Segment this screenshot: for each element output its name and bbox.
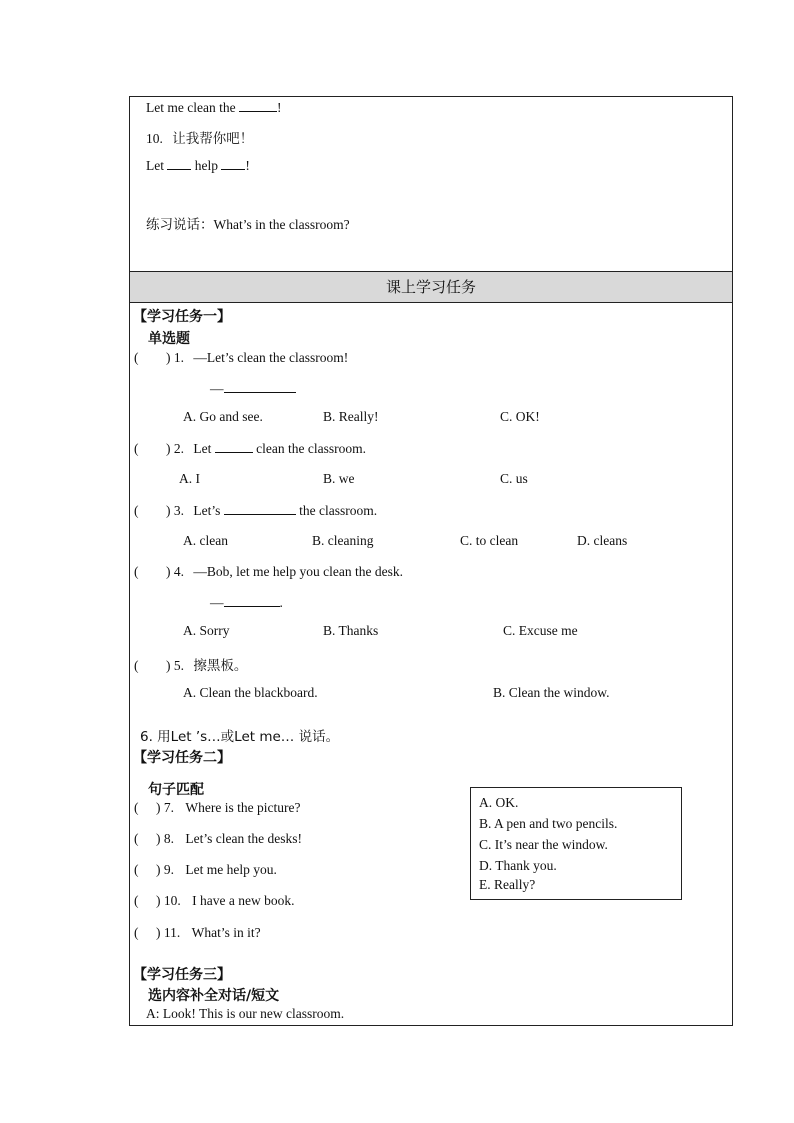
question-text: 擦黑板。 [193,658,248,674]
match-option-a: A. OK. [479,795,519,810]
question-3 [134,502,377,519]
option-a: A. clean [183,533,228,548]
sentence-end: ! [276,100,282,115]
answer-blank [221,157,245,170]
answer-paren: ( [134,503,139,518]
answer-paren: ( [134,441,139,456]
question-chinese: 让我帮你吧！ [172,131,254,147]
section-banner: 课上学习任务 [130,271,732,303]
answer-line [210,594,283,611]
option-b: B. cleaning [312,533,374,548]
match-option-c: C. It’s near the window. [479,837,608,852]
match-item-7 [134,800,300,816]
question-5 [134,654,247,674]
question-text: What’s in it? [191,925,261,940]
practice-speaking [146,213,350,233]
question-text: Let’s [193,503,224,518]
answer-paren: ( [134,564,139,579]
question-1 [134,350,348,366]
task1-title: 【学习任务一】 [133,309,231,325]
answer-line [210,380,296,397]
answer-blank [167,157,191,170]
option-c: C. OK! [500,409,540,424]
question-number: ) 9. [156,862,174,877]
question-number: ) 5. [166,658,184,673]
dash: — [210,595,224,610]
option-a: A. I [179,471,200,486]
task1-subtitle: 单选题 [148,331,190,347]
practice-label: 练习说话： [146,217,214,233]
option-b: B. Clean the window. [493,685,610,700]
question-number: ) 1. [166,350,184,365]
option-d: D. cleans [577,533,628,548]
question-10 [146,127,253,147]
match-option-b: B. A pen and two pencils. [479,816,618,831]
option-b: B. Thanks [323,623,379,638]
fill-blank-line [146,157,250,174]
top-section [130,97,732,271]
answer-paren: ( [134,925,139,940]
question-number: ) 10. [156,893,181,908]
dialogue-line: A: Look! This is our new classroom. [146,1006,345,1021]
question-number: ) 4. [166,564,184,579]
question-number: ) 2. [166,441,184,456]
answer-paren: ( [134,893,139,908]
answer-paren: ( [134,658,139,673]
dash: — [210,381,224,396]
question-text: Let’s clean the desks! [185,831,302,846]
match-option-d: D. Thank you. [479,858,557,873]
answer-blank [224,380,296,393]
question-4 [134,564,403,580]
question-number: 10. [146,131,163,146]
option-a: A. Go and see. [183,409,263,424]
option-a: A. Clean the blackboard. [183,685,318,700]
answer-paren: ( [134,350,139,365]
task2-title: 【学习任务二】 [133,750,231,766]
word-help: help [191,158,222,173]
question-text: clean the classroom. [252,441,366,456]
option-c: C. to clean [460,533,519,548]
option-a: A. Sorry [183,623,230,638]
question-text: —Let’s clean the classroom! [193,350,349,365]
match-item-10 [134,893,294,909]
match-item-9 [134,862,277,878]
task3-subtitle: 选内容补全对话/短文 [148,988,280,1004]
answer-blank [239,99,277,112]
question-text: I have a new book. [192,893,295,908]
period: . [279,595,283,610]
task2-subtitle: 句子匹配 [148,782,204,798]
question-text: Let me help you. [185,862,277,877]
answer-paren: ( [134,862,139,877]
worksheet-table [129,96,733,1026]
question-6: 6. 用Let ’s…或Let me… 说话。 [140,729,340,745]
answer-blank [215,440,253,453]
question-number: ) 3. [166,503,184,518]
question-text: —Bob, let me help you clean the desk. [193,564,403,579]
sentence-end: ! [245,158,250,173]
options-box [470,787,682,900]
option-c: C. us [500,471,528,486]
word-let: Let [146,158,168,173]
question-number: ) 8. [156,831,174,846]
question-2 [134,440,366,457]
answer-blank [224,502,296,515]
sentence-line [146,99,281,116]
practice-question: What’s in the classroom? [213,217,350,232]
question-number: ) 7. [156,800,174,815]
answer-paren: ( [134,800,139,815]
question-text: Where is the picture? [185,800,301,815]
option-c: C. Excuse me [503,623,578,638]
question-text: the classroom. [295,503,378,518]
task3-title: 【学习任务三】 [133,967,231,983]
sentence-text: Let me clean the [146,100,239,115]
match-item-8 [134,831,302,847]
answer-paren: ( [134,831,139,846]
answer-blank [224,594,280,607]
question-number: ) 11. [156,925,181,940]
option-b: B. Really! [323,409,379,424]
option-b: B. we [323,471,355,486]
match-option-e: E. Really? [479,877,536,892]
match-item-11 [134,925,261,941]
question-text: Let [193,441,215,456]
